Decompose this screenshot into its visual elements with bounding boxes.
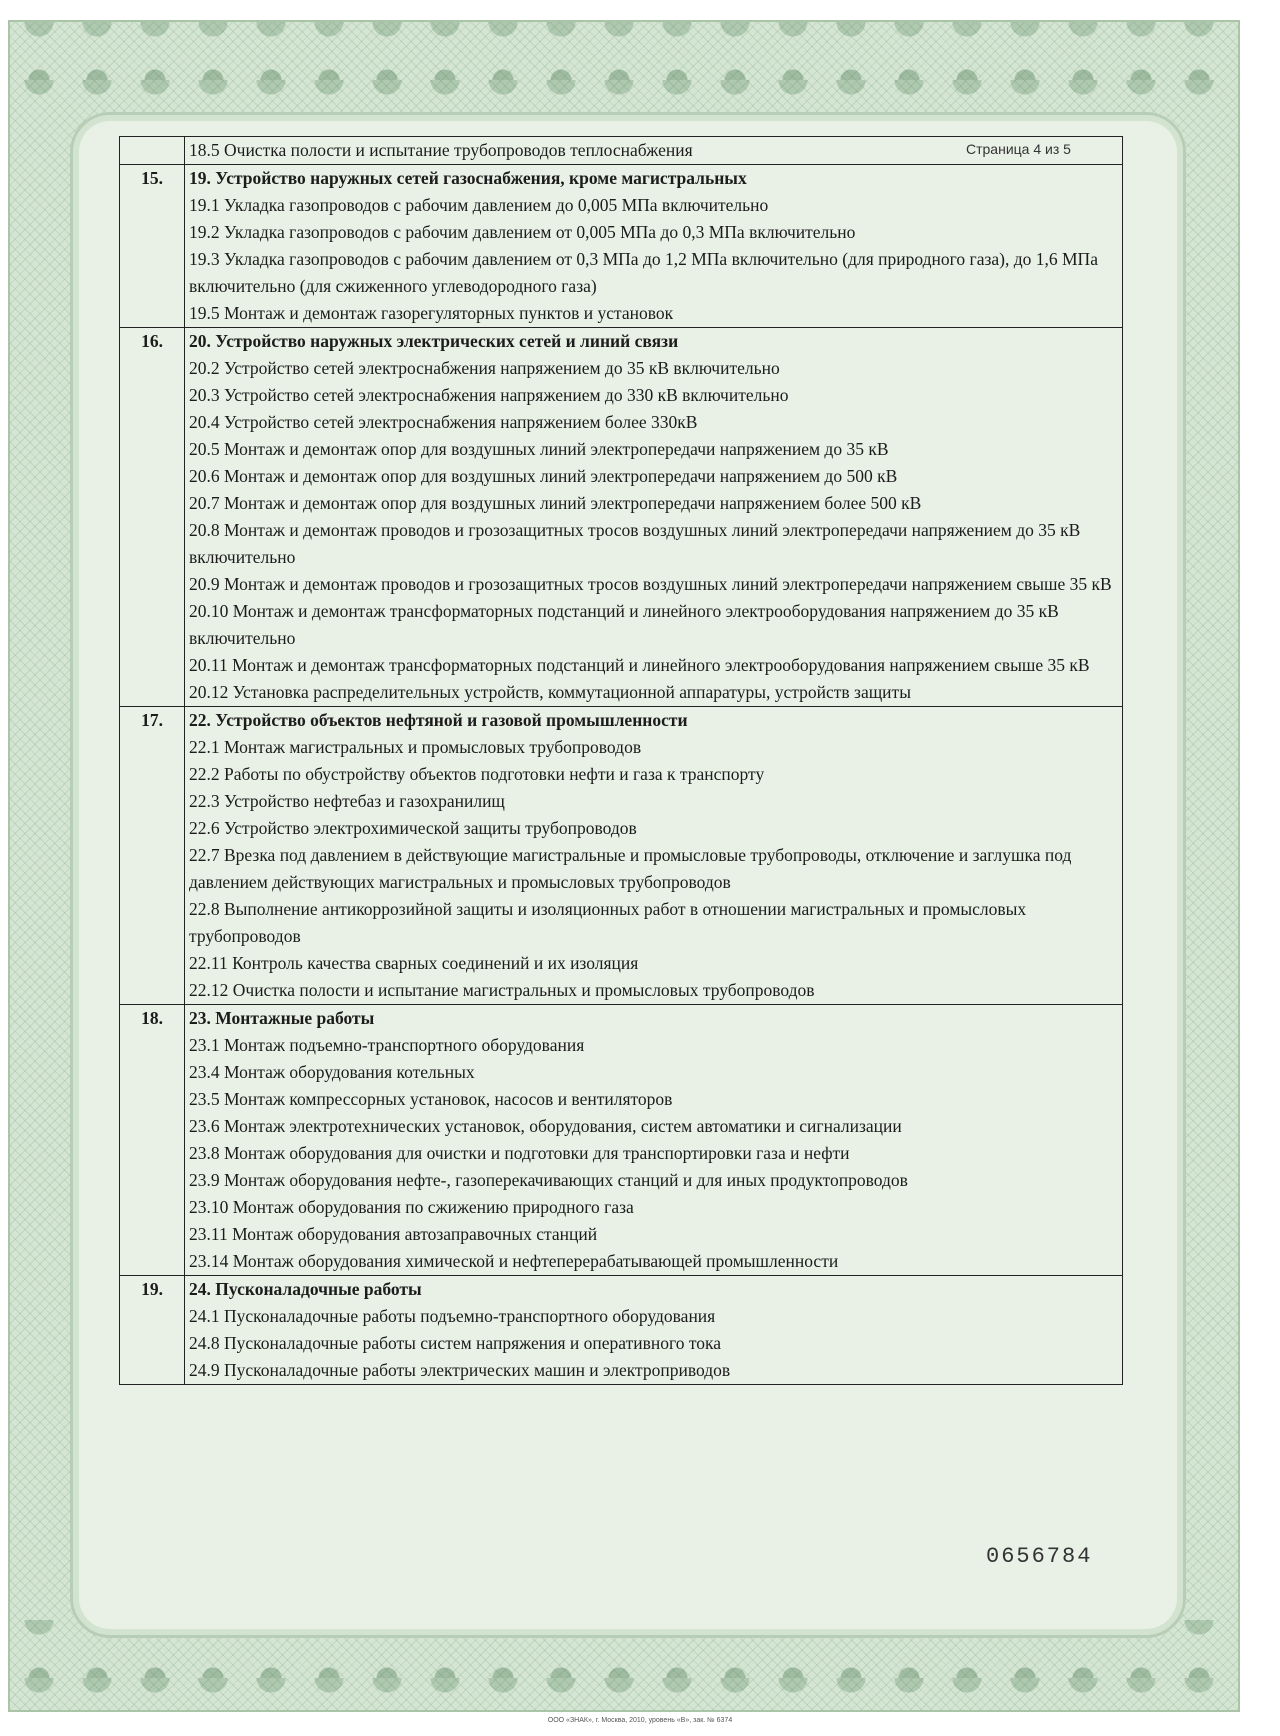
work-item: 23.4 Монтаж оборудования котельных: [189, 1062, 475, 1082]
section-title: 24. Пусконаладочные работы: [189, 1279, 422, 1299]
work-item: 22.6 Устройство электрохимической защиты трубопроводов: [189, 818, 637, 838]
section-title: 19. Устройство наружных сетей газоснабжения, кроме магистральных: [189, 168, 747, 188]
table-row: [120, 707, 1123, 1005]
works-table: [119, 136, 1123, 1385]
section-title: 22. Устройство объектов нефтяной и газовой промышленности: [189, 710, 688, 730]
work-item: 22.3 Устройство нефтебаз и газохранилищ: [189, 791, 505, 811]
work-item: 23.9 Монтаж оборудования нефте-, газоперекачивающих станций и для иных продуктопроводов: [189, 1170, 908, 1190]
work-item: 20.5 Монтаж и демонтаж опор для воздушных линий электропередачи напряжением до 35 кВ: [189, 439, 889, 459]
work-item: 23.14 Монтаж оборудования химической и нефтеперерабатывающей промышленности: [189, 1251, 839, 1271]
work-item: 23.1 Монтаж подъемно-транспортного оборудования: [189, 1035, 585, 1055]
work-item: 22.1 Монтаж магистральных и промысловых трубопроводов: [189, 737, 642, 757]
table-row: [120, 1276, 1123, 1385]
work-item: 24.9 Пусконаладочные работы электрических машин и электроприводов: [189, 1360, 731, 1380]
row-number: 17.: [120, 707, 185, 1005]
work-item: 23.11 Монтаж оборудования автозаправочных станций: [189, 1224, 598, 1244]
row-content: [185, 707, 1123, 1005]
row-content: [185, 1005, 1123, 1276]
work-item: 23.8 Монтаж оборудования для очистки и подготовки для транспортировки газа и нефти: [189, 1143, 850, 1163]
row-number: [120, 137, 185, 165]
work-item: 20.10 Монтаж и демонтаж трансформаторных подстанций и линейного электрооборудования напряжением до 35 кВ включительно: [189, 601, 1059, 648]
work-item: 22.7 Врезка под давлением в действующие магистральные и промысловые трубопроводы, отключение и заглушка под давлением действующих магистральных и промысловых трубопроводов: [189, 845, 1072, 892]
work-item: 23.10 Монтаж оборудования по сжижению природного газа: [189, 1197, 634, 1217]
work-item: 22.11 Контроль качества сварных соединений и их изоляция: [189, 953, 639, 973]
work-item: 24.1 Пусконаладочные работы подъемно-транспортного оборудования: [189, 1306, 716, 1326]
row-number: 15.: [120, 165, 185, 328]
work-item: 20.9 Монтаж и демонтаж проводов и грозозащитных тросов воздушных линий электропередачи напряжением свыше 35 кВ: [189, 574, 1112, 594]
work-item: 19.3 Укладка газопроводов с рабочим давлением от 0,3 МПа до 1,2 МПа включительно (для природного газа), до 1,6 МПа включительно (для сжиженного углеводородного газа): [189, 249, 1098, 296]
work-item: 20.2 Устройство сетей электроснабжения напряжением до 35 кВ включительно: [189, 358, 780, 378]
table-row: [120, 165, 1123, 328]
page-number: Страница 4 из 5: [966, 141, 1071, 157]
works-table-body: [120, 137, 1123, 1385]
row-content: [185, 328, 1123, 707]
work-item: 19.5 Монтаж и демонтаж газорегуляторных пунктов и установок: [189, 303, 674, 323]
work-item: 20.8 Монтаж и демонтаж проводов и грозозащитных тросов воздушных линий электропередачи напряжением до 35 кВ включительно: [189, 520, 1081, 567]
work-item: 19.2 Укладка газопроводов с рабочим давлением от 0,005 МПа до 0,3 МПа включительно: [189, 222, 856, 242]
row-number: 18.: [120, 1005, 185, 1276]
work-item: 20.11 Монтаж и демонтаж трансформаторных подстанций и линейного электрооборудования напряжением свыше 35 кВ: [189, 655, 1090, 675]
table-row: [120, 328, 1123, 707]
work-item: 23.5 Монтаж компрессорных установок, насосов и вентиляторов: [189, 1089, 673, 1109]
work-item: 20.12 Установка распределительных устройств, коммутационной аппаратуры, устройств защиты: [189, 682, 911, 702]
row-content: [185, 137, 1123, 165]
table-row: [120, 137, 1123, 165]
row-number: 16.: [120, 328, 185, 707]
serial-number: 0656784: [986, 1544, 1093, 1569]
work-item: 22.12 Очистка полости и испытание магистральных и промысловых трубопроводов: [189, 980, 815, 1000]
work-item: 22.2 Работы по обустройству объектов подготовки нефти и газа к транспорту: [189, 764, 765, 784]
work-item: 23.6 Монтаж электротехнических установок, оборудования, систем автоматики и сигнализации: [189, 1116, 902, 1136]
work-item: 24.8 Пусконаладочные работы систем напряжения и оперативного тока: [189, 1333, 722, 1353]
row-content: [185, 165, 1123, 328]
work-item: 22.8 Выполнение антикоррозийной защиты и изоляционных работ в отношении магистральных и промысловых трубопроводов: [189, 899, 1027, 946]
work-item: 19.1 Укладка газопроводов с рабочим давлением до 0,005 МПа включительно: [189, 195, 769, 215]
row-number: 19.: [120, 1276, 185, 1385]
guilloche-border-top: [10, 22, 1238, 112]
table-row: [120, 1005, 1123, 1276]
work-item: 20.6 Монтаж и демонтаж опор для воздушных линий электропередачи напряжением до 500 кВ: [189, 466, 898, 486]
printer-imprint: ООО «ЗНАК», г. Москва, 2010, уровень «В», зак. № 6374: [547, 1717, 733, 1724]
section-title: 23. Монтажные работы: [189, 1008, 375, 1028]
work-item: 20.4 Устройство сетей электроснабжения напряжением более 330кВ: [189, 412, 698, 432]
section-title: 20. Устройство наружных электрических сетей и линий связи: [189, 331, 679, 351]
work-item: 18.5 Очистка полости и испытание трубопроводов теплоснабжения: [189, 140, 693, 160]
work-item: 20.7 Монтаж и демонтаж опор для воздушных линий электропередачи напряжением более 500 кВ: [189, 493, 922, 513]
work-item: 20.3 Устройство сетей электроснабжения напряжением до 330 кВ включительно: [189, 385, 789, 405]
row-content: [185, 1276, 1123, 1385]
